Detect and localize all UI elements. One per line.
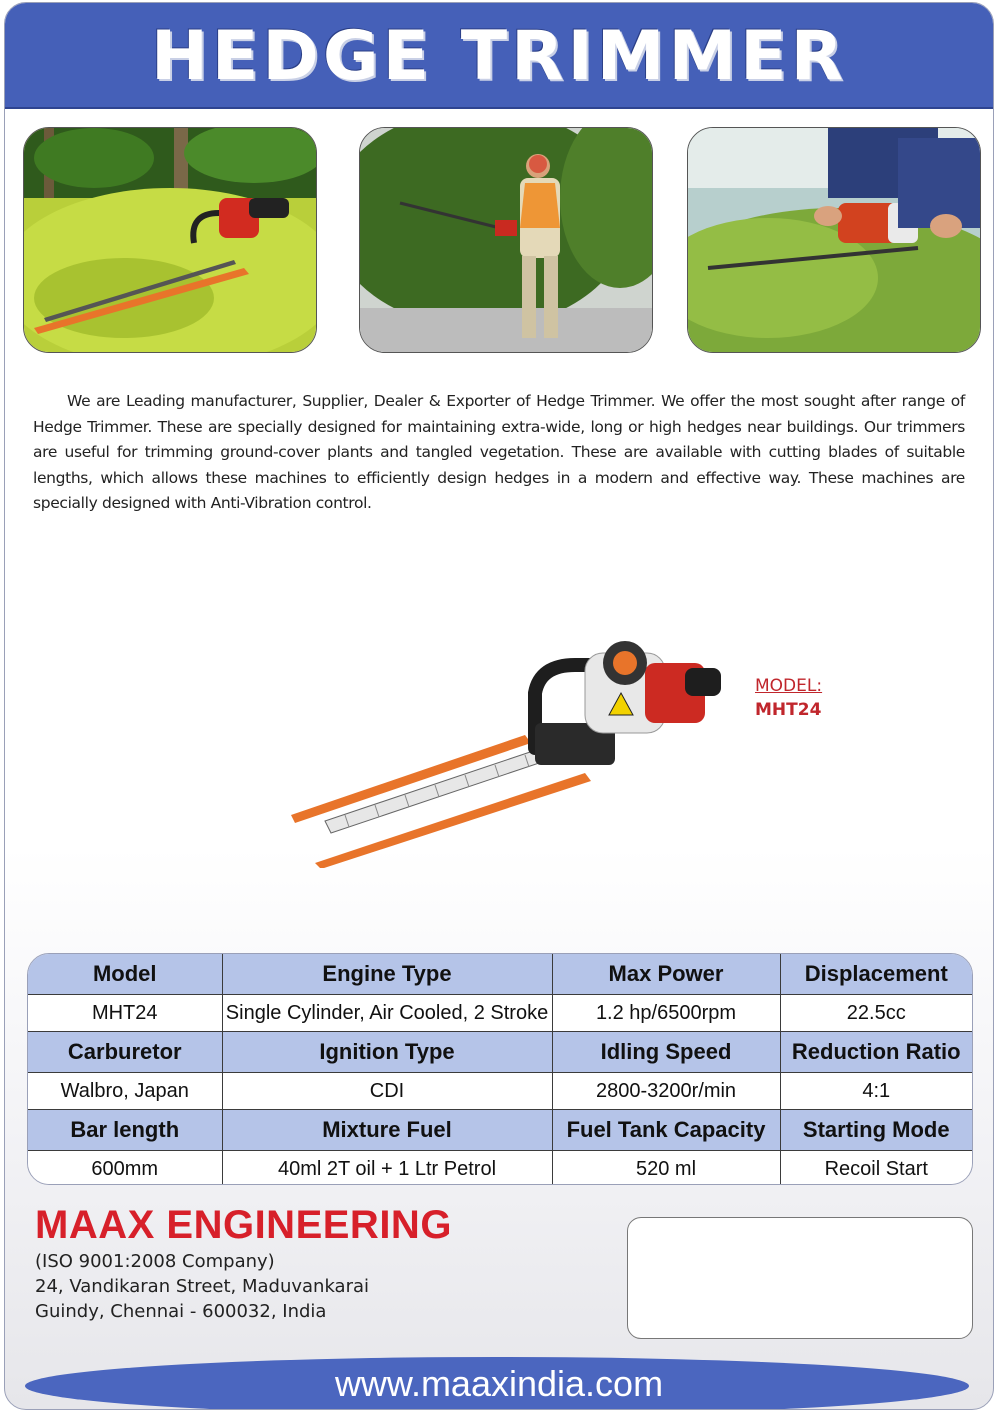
- spec-value-cell: 4:1: [780, 1073, 972, 1110]
- contact-box: [627, 1217, 973, 1339]
- header-banner: [5, 3, 993, 109]
- spec-value-row: [28, 1151, 972, 1186]
- spec-value-cell: 520 ml: [552, 1151, 780, 1186]
- spec-value-cell: 2800-3200r/min: [552, 1073, 780, 1110]
- spec-header-cell: Bar length: [28, 1110, 222, 1151]
- spec-value-cell: 600mm: [28, 1151, 222, 1186]
- spec-header-cell: Ignition Type: [222, 1032, 552, 1073]
- spec-value-row: [28, 995, 972, 1032]
- spec-table: [28, 954, 972, 1185]
- company-name: MAAX ENGINEERING: [35, 1203, 452, 1247]
- spec-header-cell: Fuel Tank Capacity: [552, 1110, 780, 1151]
- photo-trimmer-on-hedge: [23, 127, 317, 353]
- spec-header-cell: Starting Mode: [780, 1110, 972, 1151]
- spec-header-cell: Max Power: [552, 954, 780, 995]
- spec-header-cell: Reduction Ratio: [780, 1032, 972, 1073]
- model-value: MHT24: [755, 700, 822, 720]
- company-cert: (ISO 9001:2008 Company): [35, 1251, 275, 1272]
- spec-header-cell: Engine Type: [222, 954, 552, 995]
- spec-value-cell: MHT24: [28, 995, 222, 1032]
- description-paragraph: We are Leading manufacturer, Supplier, Dealer & Exporter of Hedge Trimmer. We offer the most sought after range of Hedge Trimmer. These are specially designed for maintaining extra-wide, long or high hedges near buildings. Our trimmers are useful for trimming ground-cover plants and tangled vegetation. These are available with cutting blades of suitable lengths, which allows these machines to efficiently design hedges in a modern and effective way. These machines are specially designed with Anti-Vibration control.: [33, 392, 965, 512]
- spec-value-cell: 22.5cc: [780, 995, 972, 1032]
- spec-value-cell: CDI: [222, 1073, 552, 1110]
- spec-header-cell: Model: [28, 954, 222, 995]
- spec-value-cell: Single Cylinder, Air Cooled, 2 Stroke: [222, 995, 552, 1032]
- page-title: HEDGE TRIMMER: [151, 17, 847, 96]
- spec-value-cell: Recoil Start: [780, 1151, 972, 1186]
- photo-worker-trimming: [359, 127, 653, 353]
- website-link[interactable]: www.maaxindia.com: [334, 1363, 664, 1404]
- spec-header-row: [28, 1110, 972, 1151]
- spec-header-row: [28, 954, 972, 995]
- spec-value-row: [28, 1073, 972, 1110]
- spec-header-cell: Carburetor: [28, 1032, 222, 1073]
- spec-value-cell: 1.2 hp/6500rpm: [552, 995, 780, 1032]
- spec-value-cell: 40ml 2T oil + 1 Ltr Petrol: [222, 1151, 552, 1186]
- product-image: [285, 623, 725, 868]
- company-address-line1: 24, Vandikaran Street, Maduvankarai: [35, 1276, 370, 1297]
- company-address-line2: Guindy, Chennai - 600032, India: [35, 1301, 327, 1322]
- spec-header-cell: Mixture Fuel: [222, 1110, 552, 1151]
- spec-value-cell: Walbro, Japan: [28, 1073, 222, 1110]
- spec-header-row: [28, 1032, 972, 1073]
- model-label: MODEL:: [755, 676, 823, 696]
- spec-header-cell: Displacement: [780, 954, 972, 995]
- spec-header-cell: Idling Speed: [552, 1032, 780, 1073]
- brochure-page: [4, 2, 994, 1410]
- photo-hands-trimming: [687, 127, 981, 353]
- spec-table-container: [27, 953, 973, 1185]
